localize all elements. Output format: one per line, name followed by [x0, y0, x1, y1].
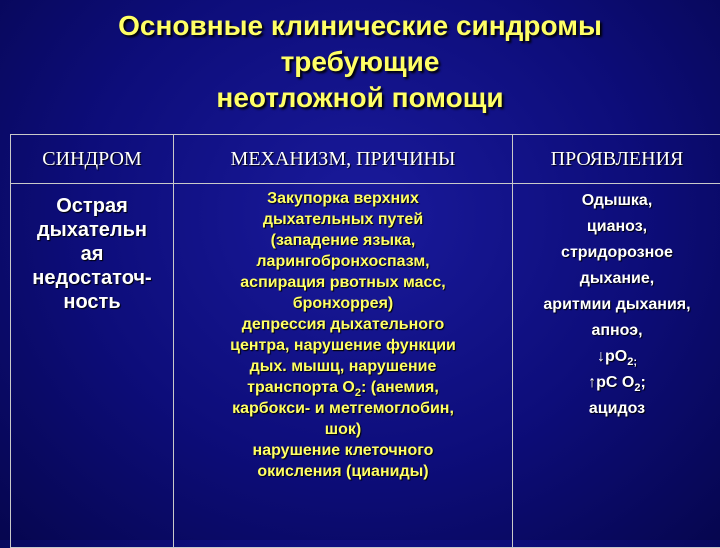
manifestation-line: ацидоз	[514, 396, 720, 422]
manifestation-line: апноэ,	[514, 318, 720, 344]
manifestation-text: ↑pC O	[588, 374, 634, 391]
mechanism-line: бронхоррея)	[175, 293, 511, 314]
mechanism-line: карбокси- и метгемоглобин,	[175, 398, 511, 419]
mechanism-line: аспирация рвотных масс,	[175, 272, 511, 293]
title-line-3: неотложной помощи	[0, 80, 720, 116]
title-line-2: требующие	[0, 44, 720, 80]
mechanism-line: центра, нарушение функции	[175, 335, 511, 356]
subscript: 2	[355, 387, 361, 399]
manifestation-line	[514, 370, 720, 396]
manifestation-line: аритмии дыхания,	[514, 292, 720, 318]
manifestation-line: цианоз,	[514, 214, 720, 240]
title-line-1: Основные клинические синдромы	[0, 8, 720, 44]
manifestation-line: Одышка,	[514, 188, 720, 214]
mechanism-line: (западение языка,	[175, 230, 511, 251]
syndrome-line: ая	[12, 242, 172, 266]
syndrome-line: ность	[12, 290, 172, 314]
subscript: 2;	[627, 356, 637, 368]
table-header-row	[11, 135, 720, 184]
mechanism-line: дыхательных путей	[175, 209, 511, 230]
manifestation-text: ;	[641, 374, 646, 391]
mechanism-line: ларингобронхоспазм,	[175, 251, 511, 272]
manifestation-line	[514, 344, 720, 370]
manifestation-line: дыхание,	[514, 266, 720, 292]
mechanism-line: нарушение клеточного	[175, 440, 511, 461]
mechanism-line: Закупорка верхних	[175, 188, 511, 209]
mechanism-line: дых. мышц, нарушение	[175, 356, 511, 377]
syndrome-line: дыхательн	[12, 218, 172, 242]
header-syndrome: СИНДРОМ	[11, 135, 174, 184]
table-row	[11, 184, 720, 548]
mechanism-cell	[174, 184, 513, 548]
syndrome-line: недостаточ-	[12, 266, 172, 290]
manifestation-text: ↓pO	[597, 348, 627, 365]
header-manifestations: ПРОЯВЛЕНИЯ	[513, 135, 720, 184]
slide-title	[0, 8, 720, 116]
header-mechanism: МЕХАНИЗМ, ПРИЧИНЫ	[174, 135, 513, 184]
mechanism-line	[175, 377, 511, 398]
manifestations-cell	[513, 184, 720, 548]
subscript: 2	[634, 382, 640, 394]
syndrome-cell	[11, 184, 174, 548]
manifestation-line: стридорозное	[514, 240, 720, 266]
syndromes-table	[10, 134, 720, 548]
mechanism-text: : (анемия,	[361, 379, 439, 396]
mechanism-text: транспорта О	[247, 379, 355, 396]
syndrome-line: Острая	[12, 194, 172, 218]
mechanism-line: шок)	[175, 419, 511, 440]
mechanism-line: окисления (цианиды)	[175, 461, 511, 482]
mechanism-line: депрессия дыхательного	[175, 314, 511, 335]
